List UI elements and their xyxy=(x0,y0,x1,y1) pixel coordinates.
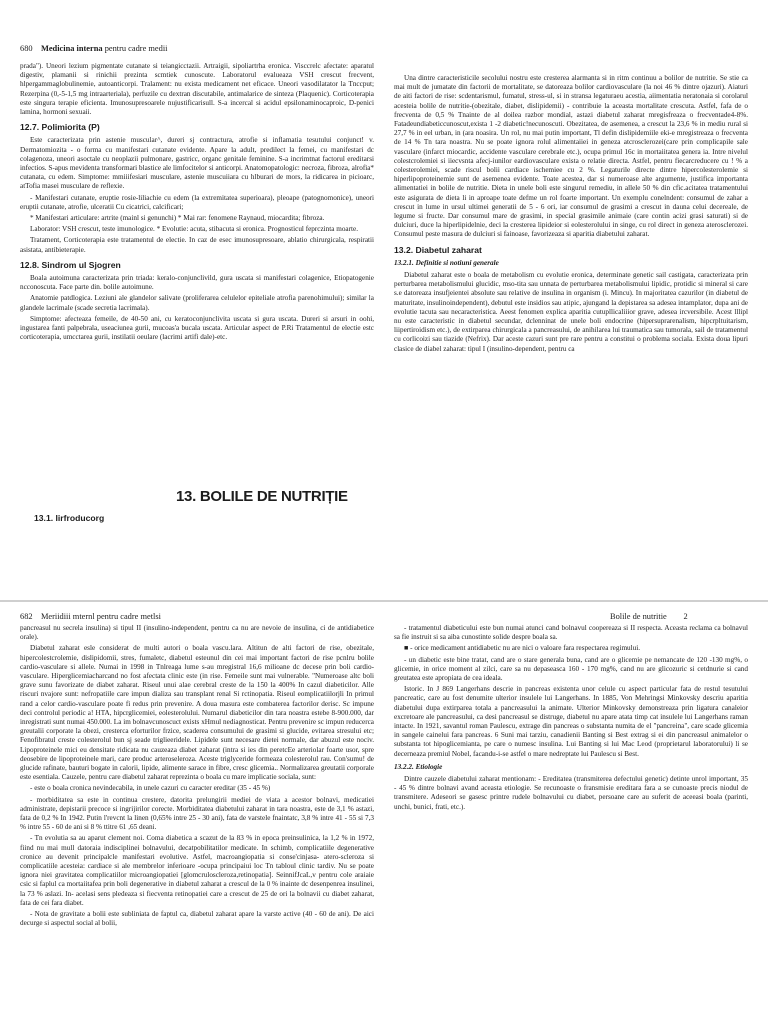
paragraph: * Manifestari articulare: artrite (mainl si genunchi) * Mai rar: fenomene Raynaud, miocardita; fibroza. xyxy=(30,214,325,223)
bottom-page xyxy=(0,600,768,1026)
left-column xyxy=(20,624,374,1024)
paragraph: Simptome: afecteaza femeile, de 40-50 ani, cu keratoconjunclivita uscata si gura uscata. Dureri si arsuri in oohi, ingustarea fanti palpebrala, useaciunea gurii, mucoas'a bucala uscata. Articular aspect de P.Ri Tratamentul de electie estc corticoterapia, umcctarea gurii, instilatii oeulare (lacrimi artifi dale)-etc. xyxy=(20,314,374,342)
section-heading: 13.2. Diabetul zaharat xyxy=(394,244,482,255)
page-number: 680 xyxy=(20,44,33,53)
paragraph: Dintre cauzele diabetului zaharat mentionam: - Ereditatea (transmiterea defectului genetic) detinte unrol important, 35 - 45 % dintre bolnavi avand aceasta etiologie. Se recunoaste o fransmisie ereditara fara a se cunoaste precis niodul de transmitere. Adeseori se gasesc printre rudele bolnavului cu diabet, persoane care au suferit de aceeasi boala (parinti, unchi, bunici, frati, etc.). xyxy=(394,775,748,811)
paragraph: pancreasul nu secrela insulina) si tipul II (insulino-independent, pentru ca nu are nevoie de insulina, ci de antidiabetice orale). xyxy=(20,624,374,642)
page-header-right xyxy=(610,612,688,621)
section-heading: 12.7. Polimiorita (P) xyxy=(20,122,100,133)
right-column xyxy=(394,74,748,584)
paragraph: Boala autoimuna caracterizata prin triada: keralo-conjunclivild, gura uscata si manifestari colagenice, Etiopatogenie ncconoscuta. Face parte din. bolile autoimune. xyxy=(20,274,374,292)
paragraph: - tratamentul diabeticului este bun numai atunci cand bolnavul coopereaza si II respecta. Aceasta reclama ca bolnavul sa fie instruit si sa aiba cunostinte solide despre boala sa. xyxy=(394,624,748,642)
subsection-heading: 13.2.2. Etiologie xyxy=(394,762,443,771)
running-title-rest: pentru cadre medii xyxy=(102,44,168,53)
paragraph: Diabetul zaharat este o boala de metabolism cu evolutie eronica, determinate genetic sail castigata, caracterizata prin perturbarea metabolismului glucidic, mso-tita sau unnata de perturbarea metabolismului lipidic, protidic si mineral si care s.e datoreaza insufjeientei absolute sau relative de insulina in organism (i. Mincu). In majoritatea cazurilor (in diabetul de maturitate, insulinoindependent), debutul este insidios sau atipic, ajungand la depistarea sa adesea intamplator, dupa ani de evolutie tacuta sau necaracteristica. Aeest fenomen explica aparitia cutupllicaliiior grave, adesea ircversibile. Acest lllipl nu este caracteristic in diabetul secundar, dclenninat de unele boli endocrine (hipersuprarenalism, hipcrpltuitarism, liipertiroidism etc.), de extirparea chirurgicala a pancreasului, de anihilarea lui traumatica sau tumorala, sail de tratamentul cu corlicoizi sau tiazide (Nefrix). Dar aceste cazuri sunt pre rare pentru a constitui o problema sociala. Exista doua lipuri clasice de diabel zaharat: tipul I (insulino-dependent, pentru ca xyxy=(394,271,748,353)
paragraph: - Tn evolutia sa au aparut clement noi. Coma diabetica a scazut de la 83 % in epoca preinsulinica, la 1,2 % in 1972, fiind nu mai mull datoraia indisciplinei bolnavului, decatpobilitatilor medicate. In schimb, complicatiile degenerative cronice au devenit principalcle manifestari evolutive. Astfel, macroangiopatia si conse'cinjasa- atero-scleroza si complicatiile acesteia: cardiace si ale membrelor inferioare -ocupa principaiui loc Tn tabloul clinic tardiv. Nu se poate ignora niei gravitatea complicatiilor microangiopatiei [glomcruloscleroza,retinopatia]. SeinnifJcaL,v pentru cole araiaie csic si faplul ca mortaiitafea prin boli degenerative in diabetul zaharat a crescul de la 0 % inainte dc desenpenrea insulinei, la 73 % aslazi. In- acelasi sens pledeaza si fiecventa retinopatiei care a crescut de 25 de ori la bolnavii cu diabet zaharat, fata de cei fara diabet. xyxy=(20,834,374,907)
chapter-title: 13. BOLILE DE NUTRIȚIE xyxy=(176,488,348,505)
paragraph: Una dintre caracteristicile secolului nostru este cresterea alarmanta si in ritm continuu a bolilor de nutritie. Se stie ca mai mult de jumatate din factorii de mortalitate, se datoreaza bolilor cardiovasculare (la noi 46 % dintre ojazuri). Aiaturi de aiti factori de rise: scdentarismul, fumatul, stress-ul, si in stransa legaturaeu acestia, aiimentatia neratonaia si corolarul acesteia bolile de nutritie-(obezitale, diabet, dislipidemii) - contribuie la aceasta mortalitate crescuta. Astfel, fafa de o frecventa de 0,5 % Tnainte de al doilea razbor mondial, astazi diabetul zaharat mregisfreaza o frecventade4-8%. Fatadeundiabeticcunoscut,exista 1 -2 diabetic!necunoscuti. Obezitatea, de asemenea, a crescut la 23,6 % in mediu rural si 27,7 % in eel urban, in (ara noasira. Un rol, nu mai putin important, Tl defin dislipidemiile eki-e mregistreaza o frecventa de 14 % Tn tara noastra. Nu se poate ignora rolul alimentaiiei in geneza atcrosclerozei(care prin complicapile sale vasculare (infarct miocardic, accidente vasculare cerebrale etc.), ocupa primul 16c in mortaiitatea genera ia. Intre nivelul colestcrolemiei si iiecvsnta afecj-iunilor eardiovasculare exista o relatie directa. Astfel, pentru fiecarcreducere cu ! % a colesterolemiei, scade riscul bolii cardiace ischemiee cu 2 %. Legaturile directe dintre hipercolesterolemie si hiperlipoproteinemie sunt de asemenea evidente. Toate acestea, dar si numeroase alte argumente, justifica importanta alimentatiei in bolile de nutritie. Dieta in unele boli este singurul remediu, in allele 50 % din cfic.acitatea tratamentului este asigurata de dieta li in aproape toate defme un rol foarte important. Un exemplu conelndent: consumul de zahar a crescut in lume in ursul ultimei generatii de 5 - 6 ori, iar consumul de grasimi a crescut in dauna celui decereale, de legume si fructe. Dar consumul mare de grasimi, in special grasimile animaie (care contin acizi grasi saturati) si de dulciuri, duce la hiperlipidelnie, deci la cresterea lipideior si eolesterolului in singe, cu rol direct in geneza aterosclerozei. Consumul peste masura de dulciuri si fainoase, favorizeaza si aparitia diabetului zaharat. xyxy=(394,74,748,239)
paragraph: prada"). Uneori lezium pigmentate cutanate si teiangicctazii. Artraigii, sipoliartrha eronica. Visccrelc afectate: aparatul digestiv, plamanii si rinichii prezinta scmtiek cunoscute. Laboratorul evalueaza VSH crescut frecvent, hlpergammaglobulinemie, autoanticorpi. Tralament: nu exista medicament net eficace. Uneori vasodilatator la Tnccput; Rezerpina (0,-5-1,5 mg intraarteriala), perfuzile cu dextran discutabile, antimalarice de sinteza (Plaquenic). Corticoterapia este singura terapie eficienta. Imunosupresoarele nujustificarisull. S-a incercal si acidul epsilonaminocaproic, D-penici lamina, hormoni sexuaii. xyxy=(20,62,374,117)
paragraph: Istoric. In J 869 Langerhans descrie in pancreas existenta unor celule cu aspect particular fata de restul tesutului pancreatic, care au fost denumite ulterior insulele lui Langerhans. In 1885, Von Mehringsi Minkovsky descriu aparitia diabetului dupa extirparea totala a pancreasului la animate. Ulterior Minkovsky demonstreaza prin ligatura canaleior excretoare ale pancreasului, ca desi pancreasul se distruge, diabetul nu apare atata timp cat insulele lui Langerhans raman intacte. In 1921, savantul roman Paulescu, extrage din pancreas o substanta numita de el "pancreina", care scade glicemia in sangele cainelui fara pancreas. 6 Suni mai tarziu, canadienii Banting si Best extrag si ei din pancreasul animalelor o substanta tot hipoglicemianta, pe care o numesc insulina. Lui Banting si lui Mac Leod (proprietarul laboratorului) li se decerneaza premiul Nobel, facandu-i-se astfel o mare nedreptate lui Paulescu si Best. xyxy=(394,685,748,758)
paragraph: - morbiditatea sa este in continua crestere, datorita prelungirii mediei de viata a acestor bolnavi, medicatiei administrate, depistarii precoce si ingrijirilor corecte. Morbiditatea diabetului zaharat in tara noastra, este de 3,1 % astazi, fata de 0,2 % In 1942. Putin l'revcnt la linen (0,65% intre 25 - 30 ani), fata de varstele fnaintatc, 3,8 % intre 41 - 55 si 7,3 % intre 55 - 60 de ani si 8 % ttitre 61 ,65 deani. xyxy=(20,795,374,832)
paragraph: - un diabetic este bine tratat, cand are o stare generala buna, cand are o glicemie pe nemancate de 120 -130 mg%, o glicemie, in orice moment al zilci, care sa nu depaseasca 160 - 170 mg%, cand nu are glicozuric si cetdnurie si cand greutatea este apropiata de cea ideala. xyxy=(394,655,748,683)
paragraph: - Manifestari cutanate, eruptie rosie-liliachie cu edem (la extremitatea superioara), pleoape (patognomonice), uneori eruptii cutanate, atrofie, ulceratii Cu cicatrici, calcificari; xyxy=(20,193,374,211)
paragraph: Este caracterizata prin astenie muscular^, dureri sj contractura, atrofie si inflamatia tesutului conjunct! v. Dermatomiozita - o forma cu manifestari cutanate evidente. Apare la adult, predilect la femei, cu manifestari dc colagenoza, uneori asoctale cu neoplazii pulmonare, gastricc, organc genitale feminine. S-a incrimtnat factorul ereditarsi infectios. S-apus mevidenta transformari blastice ale limfocitelor si anticorpi. Anatomopatologic: necroza, fibroza, alrofia* cutanata, cu edem. Simptome: mmiiifesiari musculare, astenie muscuiiara cu hlburari de mors, la ridicarea in picioarc, atTofia masei musculare de reflexie. xyxy=(20,136,374,191)
running-title: Medicina interna xyxy=(40,44,103,53)
paragraph: Diabetul zaharat esle considerat de multi autori o boala vascu.lara. Altitun de alti factori de rise, obezitale, hipercolestcrolemie, dislipidomii, stres, fumaletc, diabetul esteunul din cei mai important factori de rise pcnlru bolile cardio-vasculare si allele. Numai in 1998 in Tnlreaga lume s-au mregistral 16,6 milioane dc decese prin boli cardio-vasculare. Hiperglicemiacharcand no fost afectata clinic este (in rise. Femeile sunt mai vulnerable. "Numeroase altc boli grave sunu favorizate de diabet zaharat. Riseul unui alae cerebral creste de la 150 la 400% In cazul diabeticilor. Alle riscuri nvajore sunt: nefropatiile care impun dializa sau transplant renal Si rctinopatia. Riseul eomplicatiilorjli In primul rand a celor cardio-vasculare poate fi redus prin prevenire. A doua masura este combaterea factorilor derisc. Sc impune deci controlul periodic a! HTA, hipcrglicemiei, eolesterolului. Numarul diabeticilor din tara noastra estebe 8-900.000, dar inregistrati sunt numai 450.000. La im bolnavcunoscuct exists xHmul nediagnosticat. Pentru prevenire sc impun reducerca greutalii corporate la obezi, cresterca eforturilor frzice, scaderea consumului de grasimi si glucide, evitarea stresului etc; Fenofibratul creste colesterolul bun sj seade triglieeridele. Lipidele sunt necesare dietei normale, dar abuzul este nociv. Lipoproteinele mici eu densitate ridicata nu cauzeaza diabet zaharat (intra si ies din peretcEe arteriolar foarte usor, spre deosebire de lipoproteinele mari, care produc arteroseleroza. Aceste triglyceride formeaza colesterolul rau. Con'sumu! de glucide rafinate, bauturi bogate in calorii, lipide, alimente sarace in fibre, cresc glicemia.. Normalizarea greutatii corporale este esentiala. Cauzele, pentru care diabetul zaharat reprezinta o boala cu mare implicatie sociala, sunt: xyxy=(20,644,374,782)
paragraph: Anatomie patdlogica. Leziuni ale glandelor salivate (proliferarea celulelor epiteliale atrofia parenohimului); similar la glandele lacrimale (scade secretia lacrimala). xyxy=(20,294,374,312)
paragraph: - Nota de gravitate a bolii este subliniata de faptul ca, diabetul zaharat apare la varste active (40 - 60 de ani). De aici decurge si aspectul social al bolii, xyxy=(20,910,374,928)
paragraph: ■ - orice medicament antidiabetic nu are nici o valoare fara respectarea regimului. xyxy=(404,644,641,653)
intro-heading-wrap xyxy=(34,514,334,528)
paragraph: Tratament, Corticoterapia este tratamentul de electie. In caz de esec imunosupresoare, ablatio chirurgicala, respiratii asistata, antibieterapie. xyxy=(20,236,374,254)
paragraph: Laborator: VSH crescut, teste imunologice. * Evolutie: acuta, stibacuta si eronica. Prognosticul feprczinta moarte. xyxy=(30,225,358,234)
left-column xyxy=(20,62,374,482)
section-heading: 13.1. Iirfroducorg xyxy=(34,514,105,523)
running-title: Bolile de nutritie xyxy=(610,612,667,621)
page-number: 682 xyxy=(20,612,33,621)
page-header-bottom xyxy=(20,612,161,621)
page-header-top xyxy=(20,44,167,53)
running-title: Meriidiii mternl pentru cadre metlsi xyxy=(40,612,161,621)
subsection-heading: 13.2.1. Definitie si notiuni generale xyxy=(394,258,499,267)
page-number: 2 xyxy=(683,612,688,621)
right-column xyxy=(394,624,748,1024)
section-heading: 12.8. Sindrom ul Sjogren xyxy=(20,259,121,270)
paragraph: - este o boala cronica nevindecabila, in unele cazuri cu caracter ereditar (35 - 45 %) xyxy=(30,784,271,793)
